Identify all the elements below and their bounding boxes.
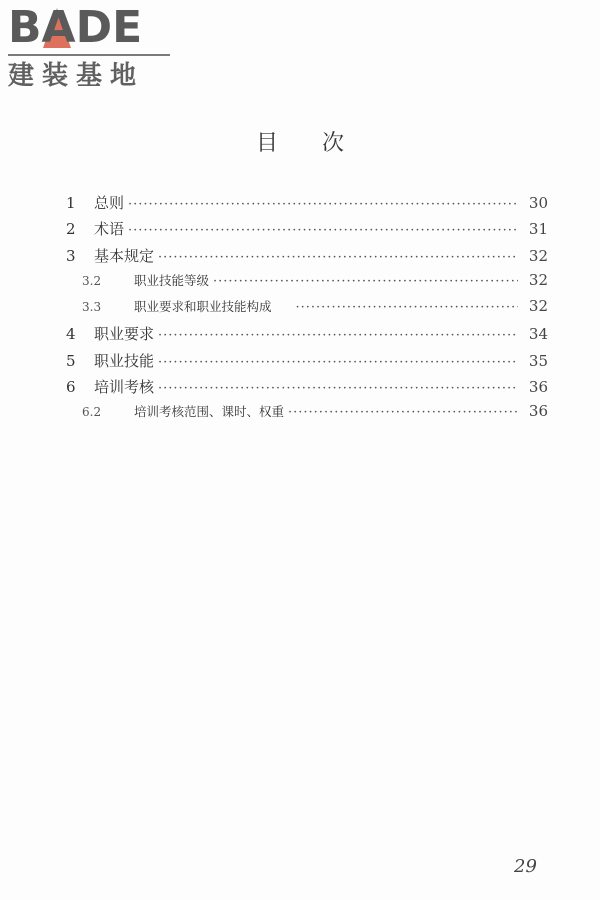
toc-entry[interactable] [60,218,548,244]
toc-entry-page: 36 [528,378,548,397]
toc-entry-page: 31 [528,220,548,239]
toc-subentry[interactable] [60,297,548,323]
bade-logo [8,2,178,91]
toc-entry-number: 3 [66,246,76,265]
toc-entry-page: 32 [528,270,548,289]
dot-leader [158,328,518,343]
toc-entry-label: 职业技能等级 [134,272,210,288]
toc-entry-number: 6 [66,378,76,397]
toc-entry-page: 32 [528,246,548,265]
toc-entry-label: 培训考核 [94,378,155,397]
toc-entry-number: 2 [66,220,76,239]
toc-subentry[interactable] [60,402,548,428]
toc-entry-number: 3.3 [82,300,102,315]
toc-entry[interactable] [60,192,548,218]
dot-leader [128,223,518,238]
toc-entry-number: 3.2 [82,273,102,288]
dot-leader [213,274,518,289]
toc-entry-page: 32 [528,297,548,316]
toc-entry-label: 术语 [94,220,125,239]
dot-leader [158,381,518,396]
toc-entry-number: 1 [66,194,76,212]
toc-entry-page: 36 [528,402,548,421]
logo-wordmark: BADE [8,2,143,53]
toc-entry-page: 34 [528,325,548,344]
dot-leader [158,250,518,265]
logo-divider [8,54,170,56]
toc-entry[interactable] [60,323,548,349]
toc-entry-page: 35 [528,351,548,370]
toc-title: 目 次 [255,131,345,156]
toc-entry-page: 30 [528,194,548,212]
toc-entry-number: 6.2 [82,405,102,420]
toc-entry[interactable] [60,350,548,376]
toc-entry-label: 总则 [94,194,125,212]
toc-entry-label: 职业要求 [94,325,155,344]
toc-entry-label: 基本规定 [94,246,155,265]
toc-entry[interactable] [60,245,548,271]
dot-leader [288,405,518,420]
table-of-contents [60,192,548,429]
toc-entry-label: 培训考核范围、课时、权重 [134,404,285,420]
toc-entry[interactable] [60,376,548,402]
dot-leader [158,355,518,370]
logo-subtitle: 建装基地 [8,61,145,91]
toc-entry-label: 职业要求和职业技能构成 [134,299,272,315]
toc-subentry[interactable] [60,271,548,297]
dot-leader [296,300,518,315]
toc-entry-number: 5 [66,351,76,370]
toc-entry-number: 4 [66,325,76,344]
dot-leader [128,197,518,212]
page-number: 29 [514,856,537,877]
toc-entry-label: 职业技能 [94,351,155,370]
